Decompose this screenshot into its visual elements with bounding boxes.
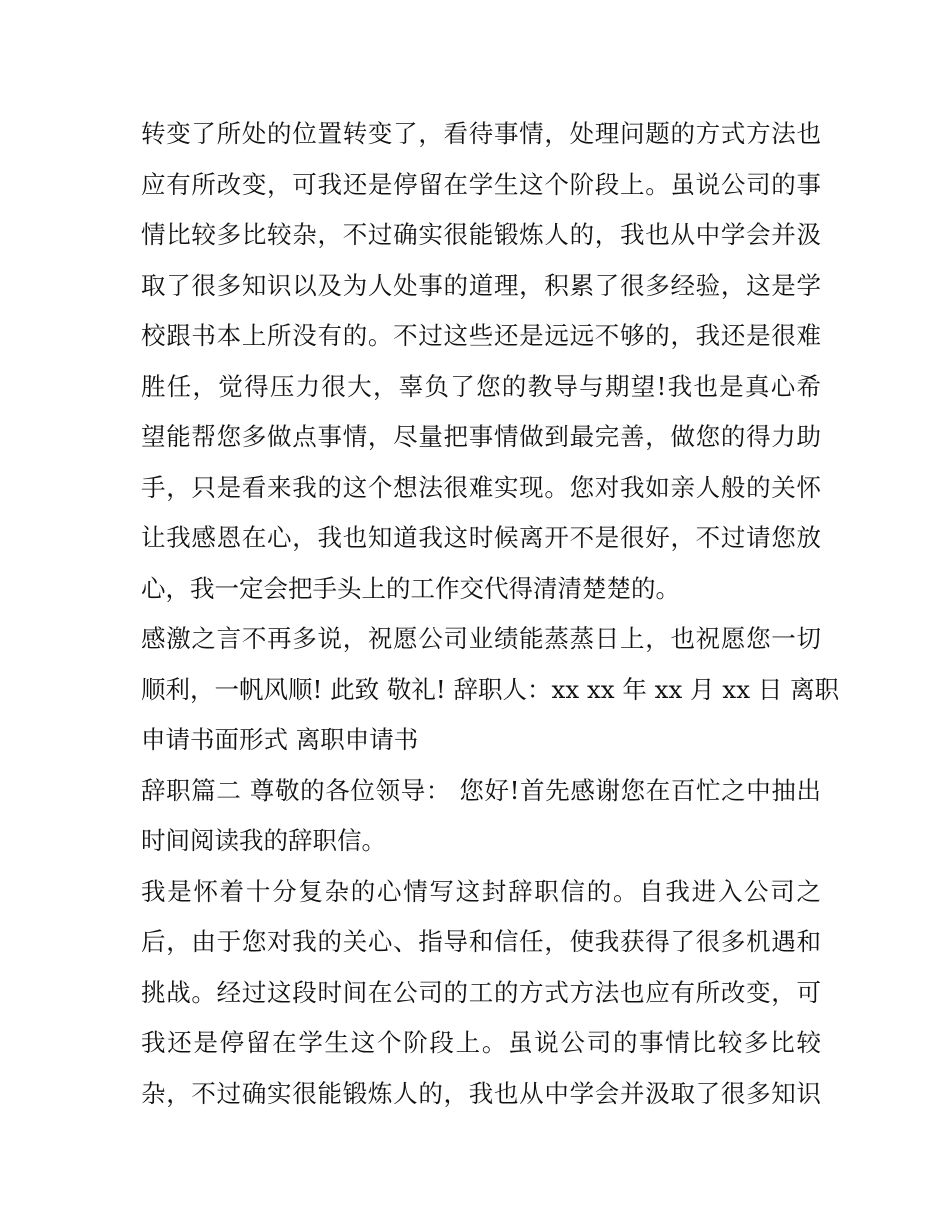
text-line: 心，我一定会把手头上的工作交代得清清楚楚的。 — [141, 573, 680, 603]
text-line: 杂，不过确实很能锻炼人的，我也从中学会并汲取了很多知识 — [141, 1078, 821, 1108]
text-line: 校跟书本上所没有的。不过这些还是远远不够的，我还是很难 — [141, 321, 821, 350]
text-line: 让我感恩在心，我也知道我这时候离开不是很好，不过请您放 — [141, 523, 821, 552]
text-line: 我还是停留在学生这个阶段上。虽说公司的事情比较多比较 — [141, 1028, 821, 1057]
text-line: 情比较多比较杂，不过确实很能锻炼人的，我也从中学会并汲 — [141, 220, 821, 249]
paragraph-1 — [141, 109, 821, 614]
document-body — [141, 109, 840, 1119]
text-line: 胜任，觉得压力很大，辜负了您的教导与期望!我也是真心希 — [141, 371, 821, 401]
text-line: 转变了所处的位置转变了，看待事情，处理问题的方式方法也 — [141, 119, 821, 148]
text-line: 顺利，一帆风顺! 此致 敬礼! 辞职人：xx xx 年 xx 月 xx 日 离职 — [141, 674, 840, 704]
paragraph-2 — [141, 614, 840, 766]
text-line: 后，由于您对我的关心、指导和信任，使我获得了很多机遇和 — [141, 927, 821, 956]
text-line: 取了很多知识以及为人处事的道理，积累了很多经验，这是学 — [141, 270, 821, 300]
text-line: 申请书面形式 离职申请书 — [141, 725, 419, 754]
text-line: 挑战。经过这段时间在公司的工的方式方法也应有所改变，可 — [141, 977, 821, 1007]
text-line: 应有所改变，可我还是停留在学生这个阶段上。虽说公司的事 — [141, 169, 821, 199]
paragraph-3 — [141, 766, 821, 867]
paragraph-4 — [141, 867, 821, 1120]
text-line: 望能帮您多做点事情，尽量把事情做到最完善，做您的得力助 — [141, 422, 821, 451]
text-line: 我是怀着十分复杂的心情写这封辞职信的。自我进入公司之 — [141, 876, 821, 906]
text-line: 辞职篇二 尊敬的各位领导： 您好!首先感谢您在百忙之中抽出 — [141, 775, 821, 805]
text-line: 手，只是看来我的这个想法很难实现。您对我如亲人般的关怀 — [141, 472, 821, 502]
text-line: 感激之言不再多说，祝愿公司业绩能蒸蒸日上，也祝愿您一切 — [141, 624, 821, 653]
text-line: 时间阅读我的辞职信。 — [141, 826, 386, 855]
